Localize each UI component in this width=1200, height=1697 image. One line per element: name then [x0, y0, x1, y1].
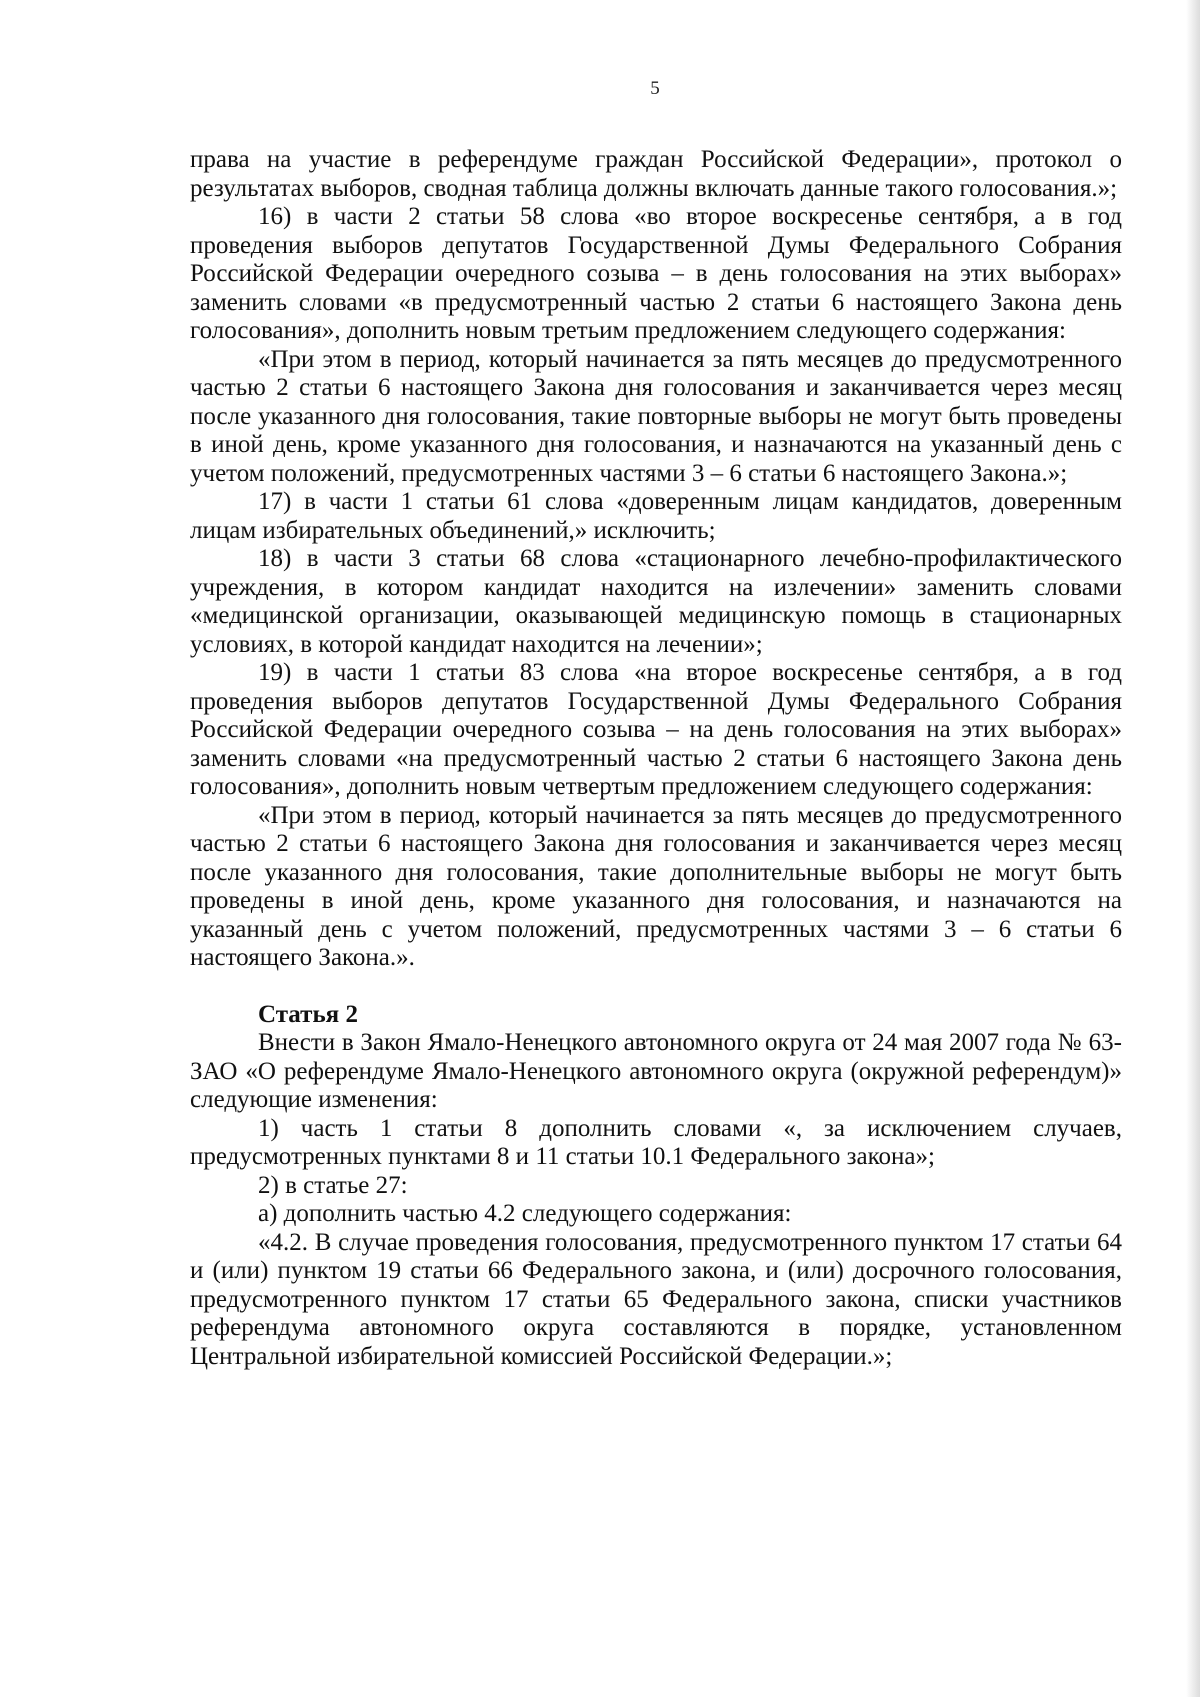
paragraph-item-16: 16) в части 2 статьи 58 слова «во второе воскресенье сентября, а в год проведения выборов депутатов Государственной Думы Федерального Собрания Российской Федерации очередного созыва – в день голосования на этих выборах» заменить словами «в предусмотренный частью 2 статьи 6 настоящего Закона день голосования», дополнить новым третьим предложением следующего содержания:: [190, 203, 1122, 344]
page-number: 5: [650, 78, 660, 99]
paragraph-quote-16: «При этом в период, который начинается за пять месяцев до предусмотренного частью 2 статьи 6 настоящего Закона дня голосования и заканчивается через месяц после указанного дня голосования, такие повторные выборы не могут быть проведены в иной день, кроме указанного дня голосования, и назначаются на указанный день с учетом положений, предусмотренных частями 3 – 6 статьи 6 настоящего Закона.»;: [190, 345, 1122, 487]
paragraph-item-18: 18) в части 3 статьи 68 слова «стационарного лечебно-профилактического учреждения, в котором кандидат находится на излечении» заменить словами «медицинской организации, оказывающей медицинскую помощь в стационарных условиях, в которой кандидат находится на лечении»;: [190, 545, 1122, 658]
paragraph-item-19: 19) в части 1 статьи 83 слова «на второе воскресенье сентября, а в год проведения выборов депутатов Государственной Думы Федерального Собрания Российской Федерации очередного созыва – на день голосования на этих выборах» заменить словами «на предусмотренный частью 2 статьи 6 настоящего Закона день голосования», дополнить новым четвертым предложением следующего содержания:: [190, 659, 1122, 800]
paragraph-article2-item-2: 2) в статье 27:: [258, 1171, 408, 1199]
paragraph-continuation: права на участие в референдуме граждан Российской Федерации», протокол о результатах выборов, сводная таблица должны включать данные такого голосования.»;: [190, 146, 1122, 202]
document-body: [190, 146, 1122, 1371]
paragraph-article2-quote: «4.2. В случае проведения голосования, предусмотренного пунктом 17 статьи 64 и (или) пунктом 19 статьи 66 Федерального закона, и (или) досрочного голосования, предусмотренного пунктом 17 статьи 65 Федерального закона, списки участников референдума автономного округа составляются в порядке, установленном Центральной избирательной комиссией Российской Федерации.»;: [190, 1228, 1122, 1370]
paragraph-article2-intro: Внести в Закон Ямало-Ненецкого автономного округа от 24 мая 2007 года № 63-ЗАО «О референдуме Ямало-Ненецкого автономного округа (окружной референдум)» следующие изменения:: [190, 1029, 1122, 1113]
article-heading: Статья 2: [258, 1000, 358, 1028]
paragraph-article2-item-1: 1) часть 1 статьи 8 дополнить словами «, за исключением случаев, предусмотренных пунктами 8 и 11 статьи 10.1 Федерального закона»;: [190, 1114, 1122, 1170]
paragraph-quote-19: «При этом в период, который начинается за пять месяцев до предусмотренного частью 2 статьи 6 настоящего Закона дня голосования и заканчивается через месяц после указанного дня голосования, такие дополнительные выборы не могут быть проведены в иной день, кроме указанного дня голосования, и назначаются на указанный день с учетом положений, предусмотренных частями 3 – 6 статьи 6 настоящего Закона.».: [190, 801, 1122, 971]
paragraph-item-17: 17) в части 1 статьи 61 слова «доверенным лицам кандидатов, доверенным лицам избирательных объединений,» исключить;: [190, 488, 1122, 544]
page-edge-shadow: [1186, 0, 1200, 1697]
paragraph-article2-subitem-a: а) дополнить частью 4.2 следующего содержания:: [258, 1200, 792, 1227]
